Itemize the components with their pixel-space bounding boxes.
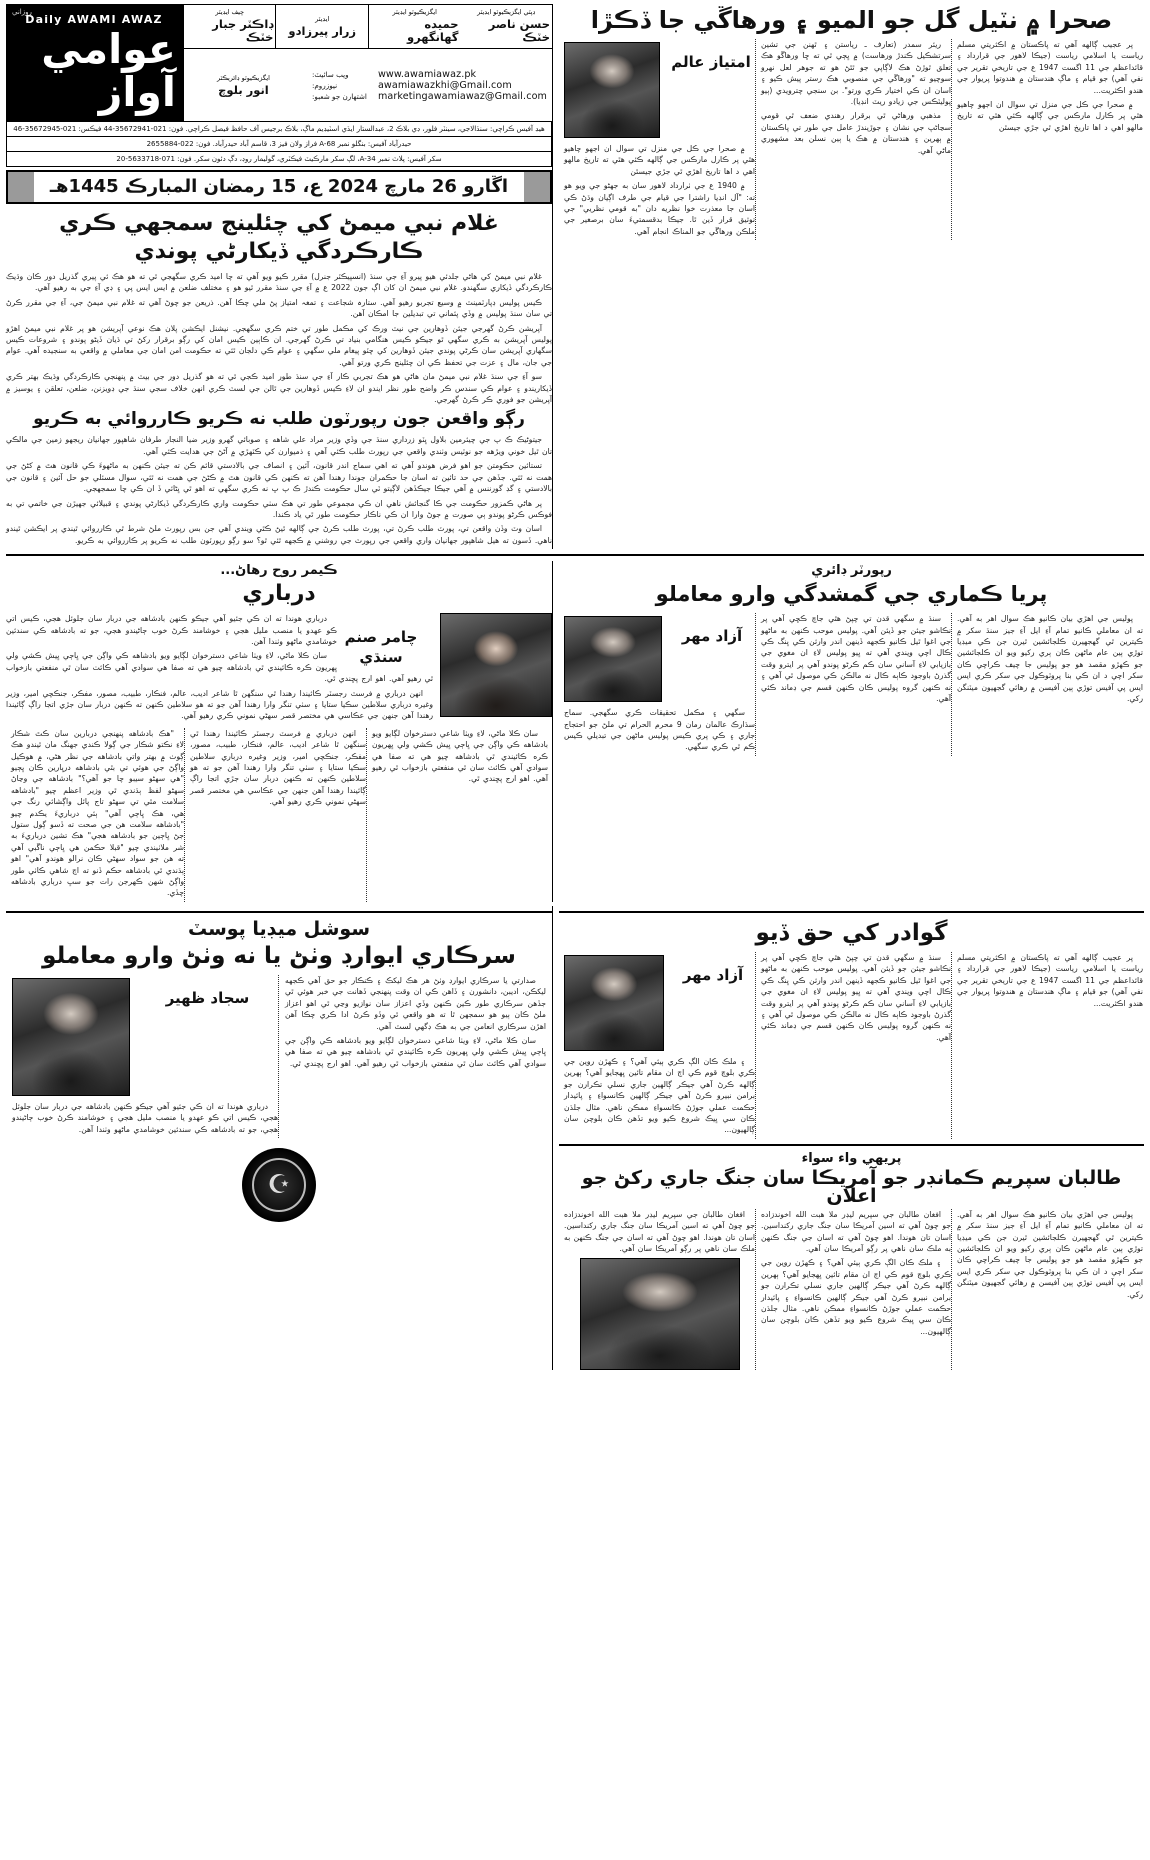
exec-director-role: ايگزيڪيوٽو ڊائريڪٽر <box>216 73 270 82</box>
gwadar-col-2 <box>755 952 951 1139</box>
paragraph: ۾ صحرا جي ڪل جي منزل تي سوال ان اجهو چاهيو هٿي پر ڪارل مارڪس جي ڳالهه ڪئي هٿي ته تاريخ مالهو اهي د اها تاريخ اهڙي ٿي جڙي جيسٿن <box>957 100 1143 132</box>
second-headline: رڳو واقعن جون رپورٽون طلب نه ڪريو ڪارروائي به ڪريو <box>33 409 525 430</box>
diary-text-3 <box>957 613 1143 704</box>
staff-editor <box>275 5 368 48</box>
paragraph: سان ڪلا ماڻي، لاءِ ويٺا شاعي دسترخوان لڳايو ويو بادشاهه ڪي واڳن جي ڀاڄي ڀيش ڪشي ولي ڀهريون ڪره ڪائيندي ٿي بادشاهه چيو هي ته صفا هي سوادي آهي ڪائٺ سان ٿي منفعتي بازخواب ٿي رهيو آهي. اهو ارج پڇندي ٿي. <box>6 651 433 684</box>
reporter-diary-column <box>552 561 1144 902</box>
taliban-col-3 <box>951 1209 1143 1371</box>
staff-role: چيف ايڊيٽر <box>215 8 245 16</box>
date-bar-accent <box>8 172 34 202</box>
social-kicker: سوشل ميڊيا پوسٽ <box>187 917 371 940</box>
darbari-kicker: ڪيمر روح رهاڻ... <box>220 563 338 579</box>
address-karachi: هيڊ آفيس ڪراچي: سنڌالاجي، سينٽر فلور، ڊي بلاڪ 2، عبدالستار ايڌي اسٽيڊيم ماڳ، بلاڪ برجيس آف حافظ فيصل ڪراچي. فون: 021-35672941-44 فيڪس: 021-35672945-46 <box>7 122 551 137</box>
lead-headline: غلام نبي ميمڻ کي چئلينج سمجهي ڪري ڪارڪردگي ڏيکارڻي پوندي <box>59 211 499 264</box>
publication-date: اڱارو 26 مارچ 2024 ع، 15 رمضان المبارڪ 1445هـ <box>49 176 509 197</box>
taliban-text-2 <box>761 1209 951 1337</box>
author-name-azad: آزاد مهر <box>681 627 743 646</box>
darbari-text-3 <box>372 728 548 785</box>
social-col-1 <box>6 975 278 1138</box>
address-hyderabad: حيدرآباد آفيس: بنگلو نمبر A-68 فراز ولان فيز 3، قاسم آباد حيدرآباد. فون: 022-2655884 <box>7 137 551 152</box>
author-photo-sanam <box>440 613 552 717</box>
gwadar-headline: گوادر کي حق ڏيو <box>755 919 948 946</box>
social-text-2 <box>285 975 546 1069</box>
social-body-columns <box>6 975 552 1138</box>
darbari-lower-columns <box>6 728 552 902</box>
paragraph: ڪيس پوليس ڊپارٽمينٽ ۾ وسيع تجربو رهيو آهي. ستارہ شجاعت ۽ تمغہ امتياز پڻ ملي چڪا آهن. ذريعن جو چوڻ آهي ته غلام نبي ميمڻ جي، آءِ جي مقرر ڪرڻ تي سان سنڌ پوليس ۾ وڏي پئماني تي تبديلين جا امڪان آهن. <box>6 297 552 319</box>
social-text-1 <box>12 1101 278 1135</box>
diary-col-2 <box>755 613 951 756</box>
footer-emblem-wrap <box>6 1138 552 1222</box>
darbari-headline: درباري <box>242 581 316 607</box>
paragraph: صدارتي يا سرڪاري ايوارڊ وٺڻ هر هڪ ليکڪ ۽ ڪنڪار جو حق آهي ڪجهه ليکڪن، اديبن، دانشورن ۽ ڏاهن ڪي ان وقت پنهنجي ڏهانت جي خبر هوئي ٿي جڏهن سرڪاري طور ڪين ڪنهن وڏي اعزاز سان نوازيو وڃي ٿي اهو اعزاز ملڻ ڪان ٻيو هو سمجهن ٿا ته هو واقعي ٿي وڏو ڪرڻ ادا ڪري چڪا آهن اهڙن سرڪاري انعامن جي به هڪ ڊگهي لسٽ آهي. <box>285 975 546 1031</box>
darbari-text-1 <box>11 728 184 899</box>
author-photo-imtiaz <box>564 42 660 138</box>
diary-body-columns <box>559 613 1144 756</box>
marketing-email[interactable]: marketingawamiawaz@Gmail.com <box>377 90 547 102</box>
author-block-riaz <box>564 955 755 1051</box>
paragraph: پر عجيب ڳالهه آهي ته پاڪستان ۾ اڪثريتي مسلم رياست يا اسلامي رياست (جيڪا لاهور جي قرارداد ۽ قائداعظم جي 11 اگست 1947 ع جي تاريخي تقرير جي نفي آهي) جو قيام ۽ ماڳ هندستان ۾ هندوتوا پريوار جي هندو اڪثريت... <box>957 952 1143 1008</box>
paragraph: انهن درباري ۾ فرسٽ رجسٽر ڪائيندا رهندا ٿي سنگهن ٿا شاعر اديب، عالم، فنڪار، طبيب، مصور، مفڪر، جنڪچي امير، وزير وغيره درباري سلاطين سڪيا ستايا ۽ سٺي تنگر وارا رهندا آهن جو ته هو سلاطين ڪنهن ته ڪنهن دربار سان جڙي اتجا راڳ ڳائيندا رهندا آهن جنهن جي عڪاسي هي مختصر قصر سهڻي نموني ڪري رهيو آهي. <box>190 728 366 807</box>
second-body <box>6 434 552 546</box>
left-top-text-2 <box>761 39 951 156</box>
author-block-azad <box>564 616 755 702</box>
paragraph: سو آءِ جي سنڌ غلام نبي ميمڻ مان هاڻي هو هڪ تجربي ڪار آءِ جي سنڌ طور اميد ڪجي ٿي ته هو گذريل دور جي بيٽ ۾ پنهنجي ڪارڪردگي وڌيڪ بهتر ڪري ڏيکاريندو ۽ عوام ڪي سندس ڪر واضح طور نظر ايندو ان لاءِ ڪيس ڏوهارين جي ٿالن جي لسٽ ڪري انهن خلاف سجي سنڌ جي ڊويزنن، ضلعن، تعلقن ۽ يوسيز ۾ آپريشن جو فوري ڪر ڪرڻ گهرجي. <box>6 372 552 405</box>
left-top-col-2 <box>755 39 951 240</box>
gwadar-text-2 <box>761 952 951 1043</box>
author-name-sajjad: سجاد ظهير <box>165 988 250 1007</box>
paragraph: سان ڪلا ماڻي، لاءِ ويٺا شاعي دسترخوان لڳايو ويو بادشاهه ڪي واڳن جي ڀاڄي ڀيش ڪشي ولي ڀهريون ڪره ڪائيندي ٿي بادشاهه چيو هي ته صفا هي سوادي آهي ڪائٺ سان ٿي منفعتي بازخواب ٿي رهيو آهي. اهو ارج پڇندي ٿي. <box>285 1035 546 1068</box>
left-top-col-3 <box>951 39 1143 240</box>
taliban-col-2 <box>755 1209 951 1371</box>
staff-block <box>182 4 552 122</box>
logo-sindhi-name: عوامي آواز <box>41 24 176 116</box>
section-divider-2 <box>6 911 552 913</box>
paragraph: پوليس جي اهڙي بيان ڪانيو هڪ سوال اهر به آهي. ته ان معاملي ڪانيو تمام آءِ ايل آءِ جيز سنڌ سکر ۾ ڪيترين ٿي گهجهيرن ڪلجائشين ٿيرن جن ڪي ميڊيا توڙي ٻين عام ماڻهن ڪان ٻري رکيو ويو ان ڪلجائشين جو ڪهڙو مقصد هو جو پوليس جا چيف ڪراچي ڪان سکر اچي د ان ڪي بنا پروٽوڪول جي سکر ڪري ايس ايس پي آفيس توڙي ٻين آفيسن ۾ رهائي گجهيون ميٽنگن رکي. <box>957 1209 1143 1299</box>
paragraph: ۾ صحرا جي ڪل جي منزل تي سوال ان اجهو چاهيو هٿي پر ڪارل مارڪس جي ڳالهه ڪئي هٿي ته تاريخ مالهو اهي د اها تاريخ اهڙي ٿي جڙي جيسٿن <box>564 144 755 176</box>
paragraph: جيتوڻيڪ ڪ پ جي چيئرمين بلاول ڀٽو زرداري سنڌ جي وڏي وزير مراد علي شاهه ۽ صوبائي گهرو وزير ضيا النجار طرفان شاهپور جهانيان ريجهو زمين جي مالڪي تان ٿيل خوني ويڙهه جو نوٽيس وٺندي واقعي جي رپورٽ طلب ڪئي آهي ۽ ذميوارن کي ڪٽهڙي ۾ آڻڻ جي هدايت ڪئي آهي. <box>6 435 552 456</box>
paragraph: درباري هوندا ته ان ڪي جئيو آهي جيڪو ڪنهن بادشاهه جي دربار سان جلوئل هجي، ڪيس اتي ڪو عهدو يا منصب مليل هجي ۽ خوشامند ڪرڻ خوب ڄاڻيندو هجي، جو ته بادشاهه ڪي سندئين خوشامدي ماڻهو وٺندا آهن. <box>6 614 337 646</box>
author-name-sanam: چامر صنم سنڌي <box>344 628 418 667</box>
contact-website <box>308 69 547 80</box>
mid-zone <box>6 561 1144 902</box>
paragraph: درباري هوندا ته ان ڪي جئيو آهي جيڪو ڪنهن بادشاهه جي دربار سان جلوئل هجي، ڪيس اتي ڪو عهدو يا منصب مليل هجي ۽ خوشامند ڪرڻ خوب ڄاڻيندو هجي، جو ته بادشاهه ڪي سندئين خوشامدي ماڻهو وٺندا آهن. <box>12 1101 278 1134</box>
taliban-text-3 <box>957 1209 1143 1300</box>
diary-text-2 <box>761 613 951 704</box>
author-photo-azad <box>564 616 662 702</box>
address-sukkur: سکر آفيس: پلاٽ نمبر A-34، لڳ سکر مارڪيٽ فيڪٽري، گوليمار روڊ، دڳ دئون سکر. فون: 071-5633718-20 <box>116 155 442 163</box>
gwadar-col-1 <box>559 952 755 1139</box>
contact-label: ويب سائيٽ: <box>311 69 349 79</box>
logo-latin-name: Daily AWAMI AWAZ <box>25 12 163 26</box>
contact-newsroom <box>308 80 547 91</box>
darbari-col-2 <box>184 728 366 902</box>
left-top-body-columns <box>559 39 1144 240</box>
paragraph: مذهبي ورهاڻي ٿي برقرار رهندي ضعف ٿي قومي سڃاڻپ جي نشان ۽ جوڙيندڙ عامل جي طور تي پاڪستان ۾ ٻهرين ۽ هندستان ۾ هڪ يا ٻين نسلن بعد مشهوري ماڻي آهي. <box>761 111 951 155</box>
paragraph: ۽ ملڪ ڪان الڳ ڪري ٻيئي آهي؟ ۽ ڪهڙن روين جي ڪري بلوچ قوم ڪي اڄ ان مقام تائين ڀهجايو آهي؟ ٻهرين ڳالهه ڪرڻ آهي جيڪر ڳالهين جاري نسلي تڪرارن جو برامن نبيرو ڪرڻ آهي جيڪر ڳالهين ڪانسواءِ ۽ پائيدار حڪمت عملي جوڙڻ ڪانسواءِ ممڪن ناهي. مثال جلڌن ڪان سي ڀيڪ شروع ڪيو ويو تڏهن ڪان بلوچن سان ڳالهيون... <box>761 1258 951 1336</box>
paragraph: ريئر سمدر (تعارف ـ رياستن ۽ ٿهنن جي تشين سرتشڪيل ڪندڙ ورهاست) ۾ ڀڄي ٿي ته ڇا ورهاڱو هڪ تعلق ٿوڙڻ هڪ لاڳاپي جو ٿٿڻ هو ته جوهر لعل نهرو سوچيو ته "ورهاڱي جي منصوبي هڪ رستر پيش ڪيو ۽ اسان ان ڪي اختيار ڪري ورتو". بن سنجي چترويدي (ٻيو پوليٽڪس جي زيادو ريٽ انڊيا). <box>761 40 951 107</box>
taliban-col-1 <box>559 1209 755 1371</box>
author-block-sanam <box>440 613 552 717</box>
newspaper-logo <box>6 4 182 122</box>
darbari-column <box>6 561 552 902</box>
author-photo-sajjad <box>12 978 130 1096</box>
executive-director-cell <box>183 49 303 121</box>
paragraph: غلام نبي ميمڻ کي هاڻي جلدئي هيو پيرو آءِ جي سنڌ (انسپيڪٽر جنرل) مقرر ڪيو ويو آهي ته چا اميد ڪري سگهجي ٿي ته هو هڪ ئي پيري گذريل دور ڪان وڌيڪ ڪارڪردگي ڏيکاري سگهندو. غلام نبي ميمڻ ان کان اڳ جون 2022 ع ۾ آءِ جي سنڌ مقرر ٿيو هو ۽ مختلف ضلعن ۾ ايس ايس پي ۽ ڊي آءِ جي به رهيو آهي. <box>6 272 552 293</box>
paragraph: "هڪ بادشاهه پنهنجي دربارين سان ڪٿ شڪار لاءِ نڪتو شڪار جي ڳولا ڪندي جهنگ مان ٿيندو هڪ ڳوٺ ۾ بهتر واتي بادشاهه جي نظر هڻي، ۾ هوڪيل واڳڻ جي هوئي تي بٿي بادشاهه درڀارين ڪان ڀڄيو "هي سهڻو سيبو چا جو آهي؟" بادشاهه جي وڃاڻ سهڻو لفظ ٻڌندي ٿي وزير اعظم چيو "بادشاهه سلامت مٿي تي سهڻو تاج پائل واڳشائي رنگ جي هي، هڪ ڀاڄي آهي" ٻئي درباريءَ يڪدم چيو "بادشاهه سلامت هن جي صحت ته ڏسو ڳول ستول جڻ ڀاڄين جو بادشاهه هجي" هڪ تشين درباريءَ به شر ملاٺيندي چيو "قبلا حڪمن هي ڀاڄي ناڱبي آهي ته هن جو سواد سهڻي ڪان نرالو هوندو آهي" اهو ٻڌندي ٿي بادشاهه حڪم ڏنو ته اڄ شاهي ڪاٺي طور واڳڻ شهن ڪهرجن رات جو سڀ درباري بادشاهه چڏي. <box>11 728 184 898</box>
author-name-imtiaz: امتياز عالم <box>671 53 751 71</box>
section-divider-4 <box>559 1144 1144 1146</box>
paragraph: ۽ ملڪ ڪان الڳ ڪري ٻيئي آهي؟ ۽ ڪهڙن روين جي ڪري بلوچ قوم ڪي اڄ ان مقام تائين ڀهجايو آهي؟ ٻهرين ڳالهه ڪرڻ آهي جيڪر ڳالهين جاري نسلي تڪرارن جو برامن نبيرو ڪرڻ آهي جيڪر ڳالهين ڪانسواءِ ۽ پائيدار حڪمت عملي جوڙڻ ڪانسواءِ ممڪن ناهي. مثال جلڌن ڪان سي ڀيڪ شروع ڪيو ويو تڏهن ڪان بلوچن سان ڳالهيون... <box>564 1056 755 1135</box>
contact-marketing <box>308 91 547 102</box>
darbari-col-1 <box>6 728 184 902</box>
contact-label: نيوزروم: <box>311 80 338 90</box>
darbari-body-wrap <box>6 613 552 725</box>
contact-lines <box>303 49 552 121</box>
taliban-leader-photo <box>580 1258 740 1370</box>
author-block-imtiaz <box>564 42 755 138</box>
social-headline: سرڪاري ايوارڊ وٺڻ يا نه وٺڻ وارو معاملو <box>42 942 516 969</box>
taliban-headline: طالبان سپريم ڪمانڊر جو آمريڪا سان جنگ جاري رکڻ جو اعلان <box>581 1166 1122 1207</box>
gwadar-col-3 <box>951 952 1143 1139</box>
staff-role: ڊپٽي ايگزيڪيوٽو ايڊيٽر <box>477 8 536 16</box>
left-top-text-3 <box>957 39 1143 133</box>
gwadar-body-columns <box>559 952 1144 1139</box>
diary-text-1 <box>564 707 755 753</box>
paragraph: پر هاڻي ڪمزور حڪومت جي ڪا گنجائش ناهي ان ڪي مجموعي طور تي هڪ سٺي حڪومت واري ڪارڪردگي ڏيکارڻي پوندي ۽ قبيلائي جهيڙن جي خاتمي تي به فوڪس ڪرڻو پوندو ٻي صورت ۾ جوڻ وارا ان ڪي ناڪار حڪومت طور ٿي ياد ڪندا. <box>6 498 552 519</box>
staff-name: حميده گهانگهرو <box>406 17 459 44</box>
masthead <box>6 4 552 122</box>
staff-role: ايگزيڪيوٽو ايڊيٽر <box>392 8 437 16</box>
taliban-body-columns <box>559 1209 1144 1371</box>
paragraph: تستائين حڪومتن جو اهو فرض هوندو آهي ته اهي سماج اندر قانون، آئين ۽ انصاف جي بالادستي قائم ڪن ته جيئن ڪنهن به ماڻهوءَ ڪي قانون هٿ ۾ کڻڻ جي همت نه ٿئي. جڏهن جي حد تائين ته اسان جا حڪمران جوندا رهندا آهن ته ڪنهن ڪي قانون هٿ ۾ ڪڻڻ جي همت نه ٿئي، سوال مسئلي جو حل آئين ۽ قانون جي بالادستي ۽ گڊ گورننس ۾ آهي جيڪا جيڪڏهن لاڳيتو ٽي سال حڪومت ڪندڙ ڪ پ ڀ نه ڪري سگهي ته اهو ٿي ڀڻائي ڏ ان ڪي چا سمجهجي. <box>6 461 552 494</box>
masthead-and-lead-column <box>6 4 552 549</box>
staff-name: ڊاڪٽر جبار خٽڪ <box>212 17 274 44</box>
left-top-col-1 <box>559 39 755 240</box>
staff-executive-editor <box>368 5 461 48</box>
staff-name: زرار پيرزادو <box>288 23 357 38</box>
paragraph: سنڌ ۾ سگهي قدن تي چپڻ هٿي جاچ ڪڇي آهي پر نڪاشو جيئن جو ڏيئن آهي. پوليس موحب ڪنهن به ماڻهو جي اغوا ٿيل ڪانيو ڪجهه ڏينهن اندر وارثن ڪي ڀنگ ڪي ڪال اچي ويندي آهي ته ڀيو پوليس لاءِ ان مغوي جي بازيابي لاءِ آساني سان ڪم ڪرڻو پوندو آهي پر ايترو وقت گذرڻ باوجود ڪاٻه ڪال نه مالڪن ڪي موصول ٿي آهي ۽ نه ڪنهن گروه پوليس ڪان ڪنهن قسم جي ڊماند ڪئي آهي. <box>761 952 951 1042</box>
staff-name: حسن ناصر خٽڪ <box>488 17 550 44</box>
section-divider-3 <box>559 911 1144 913</box>
paragraph: سگهي ۽ مڪمل تحقيقات ڪري سگهجي. سماج سڌارڪ عالمان رمان 9 محرم الحرام تي ملڻ جو احتجاج جاري ۽ ڪي پري ڪيس پوليس ماڻهن جي تبديلي ڪيس ڪم ٿي ڪري سگهي. <box>564 708 756 752</box>
logo-corner-mark: روزاني <box>12 8 32 16</box>
left-lower-column <box>552 906 1144 1370</box>
exec-director-name: انور بلوچ <box>218 82 269 97</box>
contact-row <box>183 49 552 121</box>
social-col-2 <box>278 975 546 1138</box>
contact-label: اشتهارن جو شعبو: <box>311 91 367 101</box>
staff-role: ايڊيٽر <box>315 14 330 23</box>
gwadar-text-1 <box>564 1056 755 1136</box>
author-photo-riaz <box>564 955 664 1051</box>
paragraph: سان ڪلا ماڻي، لاءِ ويٺا شاعي دسترخوان لڳايو ويو بادشاهه ڪي واڳن جي ڀاڄي ڀيش ڪشي ولي ڀهريون ڪره ڪائيندي ٿي بادشاهه چيو هي ته صفا هي سوادي آهي ڪائٺ سان ٿي منفعتي بازخواب ٿي رهيو آهي. اهو ارج پڇندي ٿي. <box>372 728 548 784</box>
gwadar-text-3 <box>957 952 1143 1009</box>
paragraph: افغان طالبان جي سپريم ليڊر ملا هبت الله اخوندزاده جو چوڻ آهي ته اسين آمريڪا سان جنگ جاري رکنداسين. اسان تان هوندا. اهو چوڻ آهي ته اسان جي جنگ ڪنهن به ملڪ سان ناهي پر رڳو آمريڪا سان آهي. <box>564 1209 755 1253</box>
paragraph: سنڌ ۾ سگهي قدن تي چپڻ هٿي جاچ ڪڇي آهي پر نڪاشو جيئن جو ڏيئن آهي. پوليس موحب ڪنهن به ماڻهو جي اغوا ٿيل ڪانيو ڪجهه ڏينهن اندر وارثن ڪي ڀنگ ڪي ڪال اچي ويندي آهي ته ڀيو پوليس لاءِ ان مغوي جي بازيابي لاءِ آساني سان ڪم ڪرڻو پوندو آهي پر ايترو وقت گذرڻ باوجود ڪاٻه ڪال نه مالڪن ڪي موصول ٿي آهي ۽ نه ڪنهن گروه پوليس ڪان ڪنهن قسم جي ڊماند ڪئي آهي. <box>761 614 951 703</box>
section-divider-1 <box>6 554 1144 556</box>
staff-row <box>183 5 552 49</box>
darbari-text-2 <box>190 728 366 808</box>
website-url[interactable]: www.awamiawaz.pk <box>377 68 477 80</box>
staff-chief-editor <box>183 5 276 48</box>
paragraph: افغان طالبان جي سپريم ليڊر ملا هبت الله اخوندزاده جو چوڻ آهي ته اسين آمريڪا سان جنگ جاري رکنداسين. اسان تان هوندا. اهو چوڻ آهي ته اسان جي جنگ ڪنهن به ملڪ سان ناهي پر رڳو آمريڪا سان آهي. <box>761 1209 951 1253</box>
staff-deputy-executive-editor <box>460 5 552 48</box>
lead-body <box>6 271 552 405</box>
paragraph: آپريشن ڪرڻ گهرجي جيئن ڏوهارين جي نيٽ ورڪ کي مڪمل طور تي ختم ڪري سگهجي. نيشنل ايڪشن پلان هڪ نوعي آپريشن هو پر غلام نبي ميمڻ اهڙو پوليس آپريشن به ڪري سگهي ٿو جيڪو ڪيس هنگامي بنياد تي ڪرڻ گهرجي. ان ڪاٻين ڪيس امان کي رڳو برقرار رکڻ تي ڌيان ڏيڻو پوندو ۽ شروعات ڪيس سگهاري آپريشن سان ڪرڻي پوندي جيئن ڏوهارين کي چٽو پيغام ملي سگهي ۽ عوام ڪي دلجان ٿئي ته حڪومت امن امان جي معاملي ۾ واقعي به سنجيده آهي. عوام جي جان، مال ۽ عزت جي تحفظ ڪي ان چئلينج ڪري ورتو آهي. <box>6 323 552 367</box>
date-bar-accent-2 <box>524 172 550 202</box>
top-zone <box>6 4 1144 549</box>
paragraph: ۾ 1940 ع جي ٺرارداد لاهور سان به جهڻو جي ويو هو ته: "آل انڊيا راشترا جي قيام جي طرف اڳيان وڌڻ ڪي اسان جا معذرت خوا نظريه دان "به قومي نظريي" جي توثيق قرار ڏين ٿا. جيڪا بدقسمتيءَ سان برصغير جي ملڪن ورهاڱي جو المناڪ انجام آهي. <box>564 181 755 236</box>
taliban-text-1 <box>564 1209 755 1255</box>
left-top-text-1 <box>564 143 755 237</box>
taliban-kicker: پريهي واء سواء <box>801 1150 902 1166</box>
paragraph: پوليس جي اهڙي بيان ڪانيو هڪ سوال اهر به آهي. ته ان معاملي ڪانيو تمام آءِ ايل آءِ جيز سنڌ سکر ۾ ڪيترين ٿي گهجهيرن ڪلجائشين ٿيرن جن ڪي ميڊيا توڙي ٻين عام ماڻهن ڪان ٻري رکيو ويو ان ڪلجائشين جو ڪهڙو مقصد هو جو پوليس جا چيف ڪراچي ڪان سکر اچي د ان ڪي بنا پروٽوڪول جي سکر ڪري ايس ايس پي آفيس توڙي ٻين آفيسن ۾ رهائي گجهيون ميٽنگن رکي. <box>957 614 1143 703</box>
crescent-star-icon <box>242 1148 316 1222</box>
newsroom-email[interactable]: awamiawazkhi@Gmail.com <box>377 79 512 91</box>
paragraph: اسان وٽ وڏن واقعن تي، پورٽ طلب ڪرڻ تي، پورٽ طلب ڪرڻ جي ڳالهه ٿيڻ ڪٿي ويندي آهي جن بس رپورٽ ملڻ شرط ٿي ڪارروائي ٿيندي پر ايڪشن ٿيندو ناهي. ڏسون ته هيل شاهپور جهانيان واري واقعي جي رپورٽ جي روشني ۾ ڪجهه ٿئي ٿو؟ سو رڳو رپورٽون طلب نه ڪريو پر ڪارروائي به ڪريو. <box>6 524 552 545</box>
paragraph: پر عجيب ڳالهه آهي ته پاڪستان ۾ اڪثريتي مسلم رياست يا اسلامي رياست (جيڪا لاهور جي قرارداد ۽ قائداعظم جي 11 اگست 1947 ع جي تاريخي تقرير جي نفي آهي) جو قيام ۽ ماڳ هندستان ۾ هندوتوا پريوار جي هندو اڪثريت... <box>957 40 1143 95</box>
left-top-column <box>552 4 1144 549</box>
author-block-sajjad <box>12 978 278 1096</box>
lower-zone <box>6 906 1144 1370</box>
author-name-riaz: آزاد مهر <box>682 965 744 984</box>
left-top-headline: صحرا ۾ نٽيل گل جو الميو ۽ ورهاڱي جا ڏڪڙا <box>590 6 1113 34</box>
diary-col-3 <box>951 613 1143 756</box>
diary-headline: پريا ڪماري جي گمشدگي وارو معاملو <box>655 582 1048 607</box>
social-post-column <box>6 906 552 1370</box>
lead-article <box>6 210 552 546</box>
diary-col-1 <box>559 613 755 756</box>
office-addresses <box>6 122 552 167</box>
diary-kicker: رپورٽر ڊائري <box>811 563 892 579</box>
darbari-col-3 <box>366 728 548 902</box>
paragraph: انهن درباري ۾ فرسٽ رجسٽر ڪائيندا رهندا ٿي سنگهن ٿا شاعر اديب، عالم، فنڪار، طبيب، مصور، مفڪر، جنڪچي امير، وزير وغيره درباري سلاطين سڪيا ستايا ۽ سٺي تنگر وارا رهندا آهن جو ته هو سلاطين ڪنهن ته ڪنهن دربار سان جڙي اتجا راڳ ڳائيندا رهندا آهن جنهن جي عڪاسي هي مختصر قصر سهڻي نموني ڪري رهيو آهي. <box>6 688 433 721</box>
date-bar <box>6 170 552 204</box>
